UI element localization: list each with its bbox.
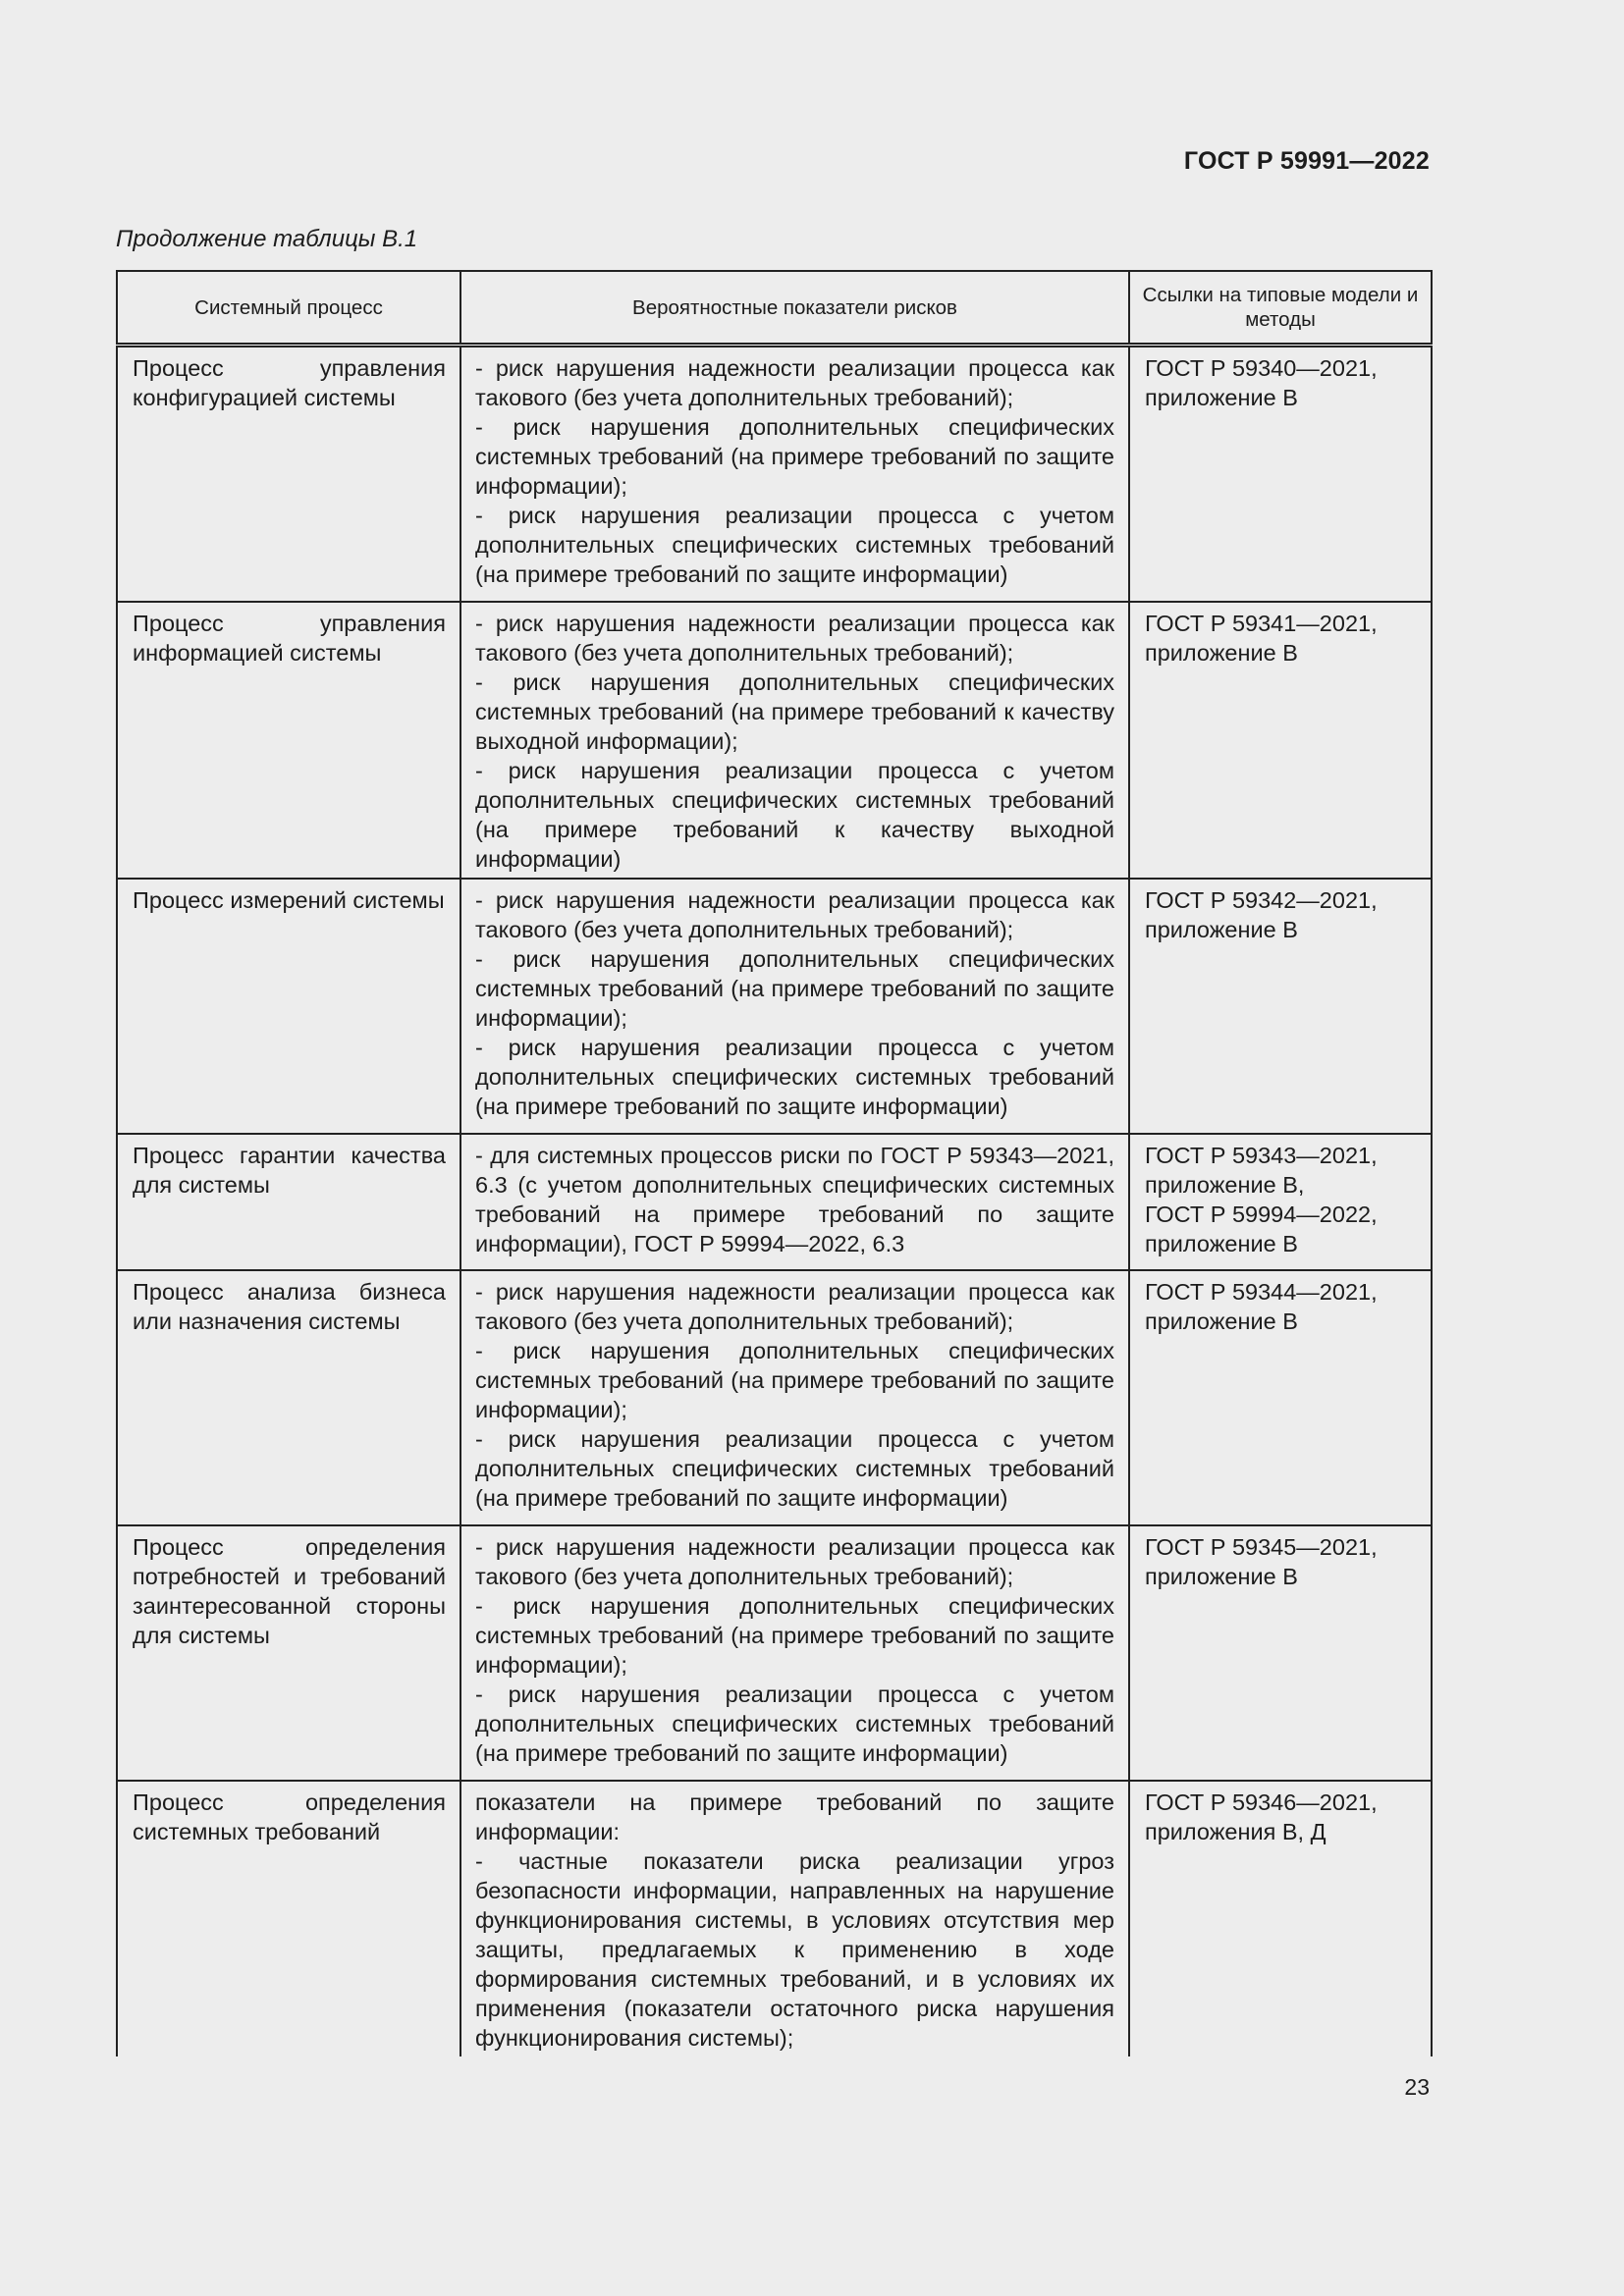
page-number: 23 xyxy=(1404,2074,1430,2100)
risks-cell xyxy=(460,1781,1129,2056)
table-header-row xyxy=(117,271,1432,346)
process-cell: Процесс определения системных требований xyxy=(117,1781,460,2056)
risk-item: - риск нарушения надежности реализации процесса как такового (без учета дополнительных требований); xyxy=(475,1278,1114,1334)
risk-item: - риск нарушения реализации процесса с учетом дополнительных специфических системных требований (на примере требований по защите информации) xyxy=(475,1681,1114,1766)
ref-item: ГОСТ Р 59346—2021, приложения В, Д xyxy=(1145,1789,1378,1844)
table-row xyxy=(117,602,1432,879)
process-cell: Процесс анализа бизнеса или назначения системы xyxy=(117,1270,460,1525)
risks-cell xyxy=(460,1525,1129,1781)
risk-item: - риск нарушения надежности реализации процесса как такового (без учета дополнительных требований); xyxy=(475,886,1114,942)
risk-item: - риск нарушения дополнительных специфических системных требований (на примере требований по защите информации); xyxy=(475,1337,1114,1422)
document-code: ГОСТ Р 59991—2022 xyxy=(1183,147,1430,175)
ref-item: ГОСТ Р 59345—2021, приложение В xyxy=(1145,1533,1378,1589)
process-cell: Процесс управления конфигурацией системы xyxy=(117,346,460,602)
risk-item: - риск нарушения надежности реализации процесса как такового (без учета дополнительных требований); xyxy=(475,355,1114,410)
refs-cell xyxy=(1129,1134,1432,1270)
refs-cell xyxy=(1129,1781,1432,2056)
risk-item: показатели на примере требований по защите информации: xyxy=(475,1789,1114,1844)
ref-item: ГОСТ Р 59343—2021, приложение В, xyxy=(1145,1142,1378,1198)
risks-cell xyxy=(460,602,1129,879)
ref-item: ГОСТ Р 59994—2022, приложение В xyxy=(1145,1201,1378,1256)
column-header-process: Системный процесс xyxy=(117,271,460,346)
table-caption: Продолжение таблицы В.1 xyxy=(116,226,418,252)
risk-item: - риск нарушения дополнительных специфических системных требований (на примере требований по защите информации); xyxy=(475,945,1114,1031)
risk-item: - риск нарушения дополнительных специфических системных требований (на примере требований по защите информации); xyxy=(475,414,1114,499)
column-header-refs: Ссылки на типовые модели и методы xyxy=(1129,271,1432,346)
refs-cell xyxy=(1129,1525,1432,1781)
ref-item: ГОСТ Р 59341—2021, приложение В xyxy=(1145,610,1378,666)
risks-cell xyxy=(460,1270,1129,1525)
risk-item: - риск нарушения реализации процесса с учетом дополнительных специфических системных требований (на примере требований по защите информации) xyxy=(475,1034,1114,1119)
table-row xyxy=(117,1134,1432,1270)
column-header-risks: Вероятностные показатели рисков xyxy=(460,271,1129,346)
risk-item: - риск нарушения реализации процесса с учетом дополнительных специфических системных требований (на примере требований по защите информации) xyxy=(475,503,1114,587)
ref-item: ГОСТ Р 59342—2021, приложение В xyxy=(1145,886,1378,942)
ref-item: ГОСТ Р 59344—2021, приложение В xyxy=(1145,1278,1378,1334)
risk-item: - для системных процессов риски по ГОСТ Р 59343—2021, 6.3 (с учетом дополнительных специфических системных требований на примере требований по защите информации), ГОСТ Р 59994—2022, 6.3 xyxy=(475,1142,1114,1256)
risk-item: - риск нарушения надежности реализации процесса как такового (без учета дополнительных требований); xyxy=(475,1533,1114,1589)
risk-item: - частные показатели риска реализации угроз безопасности информации, направленных на нарушение функционирования системы, в условиях отсутствия мер защиты, предлагаемых к применению в ходе формирования системных требований, и в условиях их применения (показатели остаточного риска нарушения функционирования системы); xyxy=(475,1847,1114,2051)
refs-cell xyxy=(1129,879,1432,1134)
risk-item: - риск нарушения дополнительных специфических системных требований (на примере требований по защите информации); xyxy=(475,1592,1114,1678)
table-row xyxy=(117,1525,1432,1781)
process-cell: Процесс управления информацией системы xyxy=(117,602,460,879)
risk-item: - риск нарушения реализации процесса с учетом дополнительных специфических системных требований (на примере требований к качеству выходной информации) xyxy=(475,757,1114,872)
ref-item: ГОСТ Р 59340—2021, приложение В xyxy=(1145,355,1378,410)
process-cell: Процесс измерений системы xyxy=(117,879,460,1134)
process-cell: Процесс гарантии качества для системы xyxy=(117,1134,460,1270)
refs-cell xyxy=(1129,346,1432,602)
risks-cell xyxy=(460,879,1129,1134)
risk-table xyxy=(116,270,1433,2056)
risks-cell xyxy=(460,346,1129,602)
table-row xyxy=(117,1270,1432,1525)
risk-item: - риск нарушения дополнительных специфических системных требований (на примере требований к качеству выходной информации); xyxy=(475,668,1114,754)
refs-cell xyxy=(1129,602,1432,879)
risks-cell xyxy=(460,1134,1129,1270)
risk-item: - риск нарушения надежности реализации процесса как такового (без учета дополнительных требований); xyxy=(475,610,1114,666)
refs-cell xyxy=(1129,1270,1432,1525)
table-row xyxy=(117,346,1432,602)
table-row xyxy=(117,1781,1432,2056)
risk-item: - риск нарушения реализации процесса с учетом дополнительных специфических системных требований (на примере требований по защите информации) xyxy=(475,1425,1114,1511)
table-row xyxy=(117,879,1432,1134)
process-cell: Процесс определения потребностей и требований заинтересованной стороны для системы xyxy=(117,1525,460,1781)
